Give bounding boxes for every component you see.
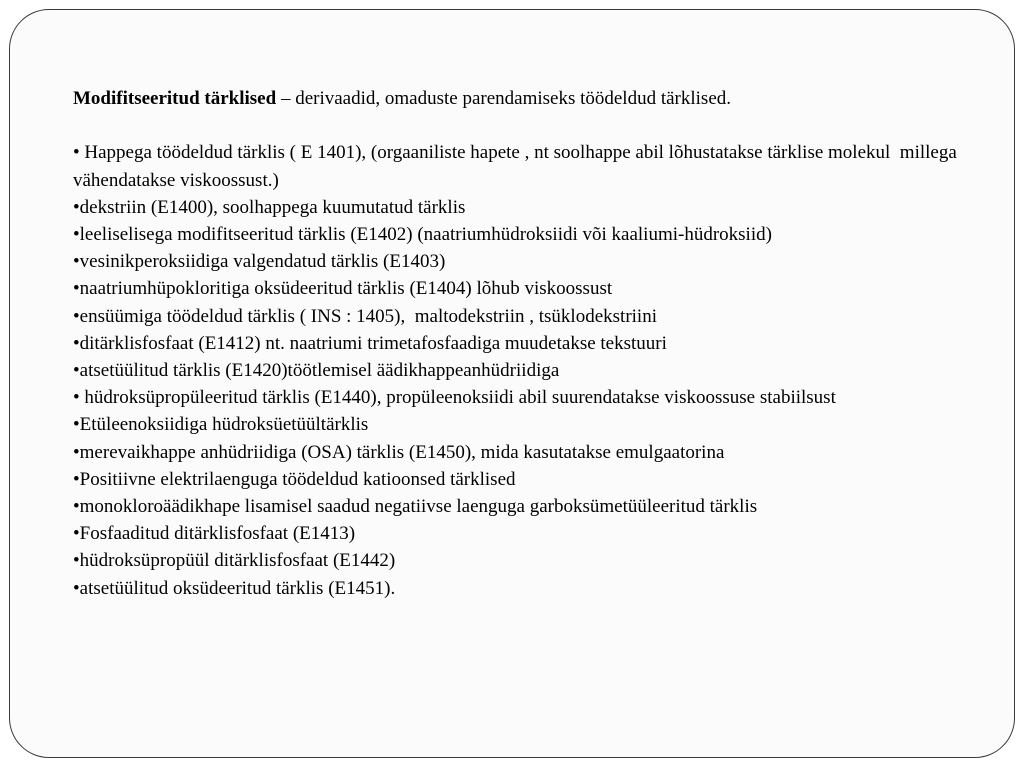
list-item: •ensüümiga töödeldud tärklis ( INS : 1405), maltodekstriin , tsüklodekstriini [73, 305, 657, 327]
intro-paragraph [73, 85, 973, 112]
list-item: •Positiivne elektrilaenguga töödeldud katioonsed tärklised [73, 468, 516, 490]
list-item: •atsetüülitud tärklis (E1420)töötlemisel äädikhappeanhüdriidiga [73, 360, 560, 382]
list-item: • hüdroksüpropüleeritud tärklis (E1440), propüleenoksiidi abil suurendatakse viskoossuse stabiilsust [73, 387, 836, 409]
list-item: •Etüleenoksiidiga hüdroksüetüültärklis [73, 414, 369, 436]
list-item: •hüdroksüpropüül ditärklisfosfaat (E1442) [73, 550, 396, 572]
list-item: •naatriumhüpokloritiga oksüdeeritud tärklis (E1404) lõhub viskoossust [73, 278, 613, 300]
slide-body [73, 85, 973, 602]
list-item: •Fosfaaditud ditärklisfosfaat (E1413) [73, 523, 356, 545]
list-item: •atsetüülitud oksüdeeritud tärklis (E1451). [73, 577, 396, 599]
slide-frame [9, 9, 1015, 758]
intro-term: Modifitseeritud tärklised [73, 88, 277, 109]
list-item: •dekstriin (E1400), soolhappega kuumutatud tärklis [73, 196, 466, 218]
list-item: •monokloroäädikhape lisamisel saadud negatiivse laenguga garboksümetüüleeritud tärklis [73, 496, 758, 518]
list-item: •vesinikperoksiidiga valgendatud tärklis (E1403) [73, 251, 446, 273]
list-item: •leeliselisega modifitseeritud tärklis (E1402) (naatriumhüdroksiidi või kaaliumi-hüdroksiid) [73, 224, 772, 245]
list-item: • Happega töödeldud tärklis ( E 1401), (orgaaniliste hapete , nt soolhappe abil lõhustatakse tärklise molekul millega vähendatakse viskoossust.) [73, 142, 962, 191]
list-item: •ditärklisfosfaat (E1412) nt. naatriumi trimetafosfaadiga muudetakse tekstuuri [73, 332, 667, 354]
intro-definition: – derivaadid, omaduste parendamiseks töödeldud tärklised. [276, 88, 732, 109]
list-item: •merevaikhappe anhüdriidiga (OSA) tärklis (E1450), mida kasutatakse emulgaatorina [73, 441, 725, 463]
